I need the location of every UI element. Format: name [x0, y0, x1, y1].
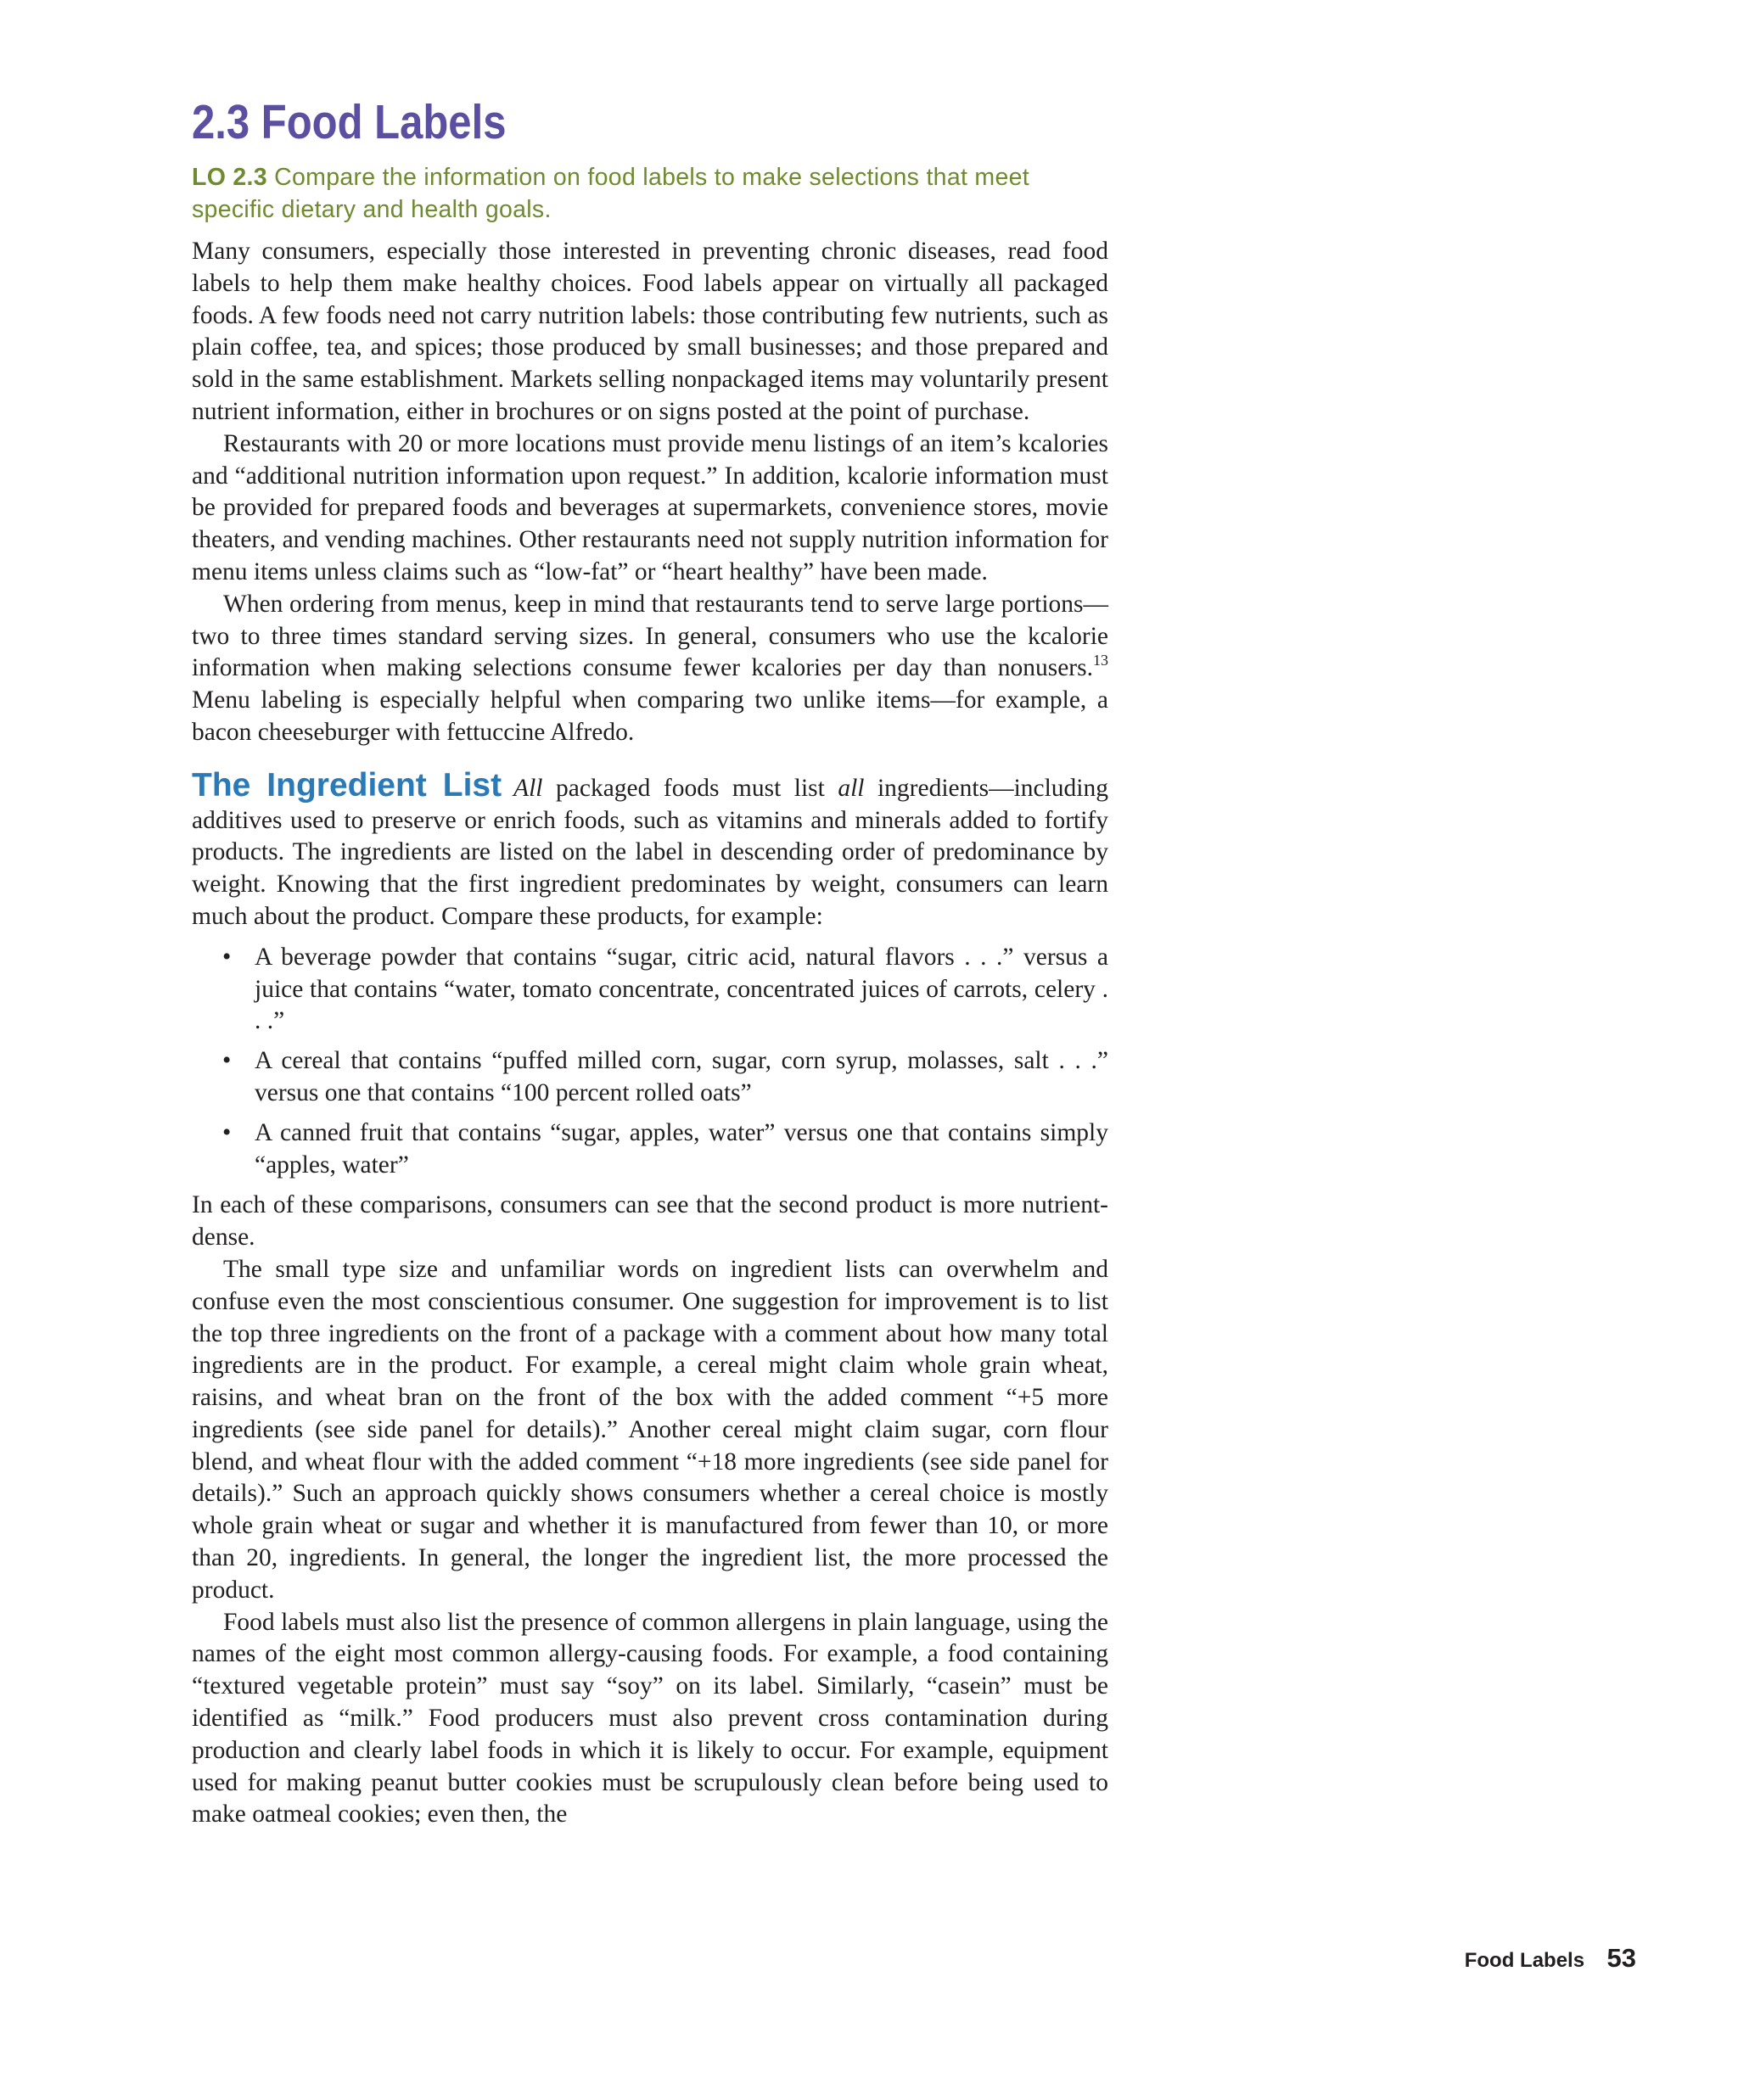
emphasis-all-capital: All: [513, 774, 543, 802]
paragraph-menus-text-a: When ordering from menus, keep in mind that restaurants tend to serve large portions—two to three times standard serving sizes. In general, consumers who use the kcalorie information when making selections consume fewer kcalories per day than nonusers.: [192, 590, 1108, 682]
lead-text-1: packaged foods must list: [542, 774, 838, 802]
paragraph-small-type: The small type size and unfamiliar words on ingredient lists can overwhelm and confuse even the most conscientious consumer. One suggestion for improvement is to list the top three ingredients on the front of a package with a comment about how many total ingredients are in the product. For example, a cereal might claim whole grain wheat, raisins, and wheat bran on the front of the box with the added comment “+5 more ingredients (see side panel for details).” Another cereal might claim sugar, corn flour blend, and wheat flour with the added comment “+18 more ingredients (see side panel for details).” Such an approach quickly shows consumers whether a cereal choice is mostly whole grain wheat or sugar and whether it is manufactured from fewer than 10, or more than 20, ingredients. In general, the longer the ingredient list, the more processed the product.: [192, 1255, 1108, 1604]
list-item-text: A cereal that contains “puffed milled corn, sugar, corn syrup, molasses, salt . . .” versus one that contains “100 percent rolled oats”: [255, 1047, 1108, 1106]
paragraph-menus: [192, 589, 1108, 749]
list-item: [192, 942, 1108, 1038]
page-number: 53: [1606, 1943, 1636, 1973]
paragraph-allergens: Food labels must also list the presence of common allergens in plain language, using the names of the eight most common allergy-causing foods. For example, a food containing “textured vegetable protein” must say “soy” on its label. Similarly, “casein” must be identified as “milk.” Food producers must also prevent cross contamination during production and clearly label foods in which it is likely to occur. For example, equipment used for making peanut butter cookies must be scrupulously clean before being used to make oatmeal cookies; even then, the: [192, 1608, 1108, 1828]
list-item: [192, 1117, 1108, 1182]
list-item: [192, 1045, 1108, 1110]
emphasis-all: all: [838, 774, 865, 802]
ingredient-list-heading: The Ingredient List: [192, 766, 502, 804]
paragraph-comparisons: In each of these comparisons, consumers can see that the second product is more nutrient-dense.: [192, 1191, 1108, 1252]
bullet-icon: •: [222, 943, 232, 971]
lead-text-2: ingredients—including additives used to preserve or enrich foods, such as vitamins and minerals added to fortify products. The ingredients are listed on the label in descending order of predominance by weight. Knowing that the first ingredient predominates by weight, consumers can learn much about the product. Compare these products, for example:: [192, 774, 1109, 930]
bullet-icon: •: [222, 1118, 232, 1146]
running-footer-label: Food Labels: [1464, 1949, 1585, 1972]
learning-objective-text: Compare the information on food labels to make selections that meet specific dietary and health goals.: [192, 164, 1029, 223]
bullet-icon: •: [222, 1047, 232, 1075]
paragraph-restaurants: Restaurants with 20 or more locations must provide menu listings of an item’s kcalories and “additional nutrition information upon request.” In addition, kcalorie information must be provided for prepared foods and beverages at supermarkets, convenience stores, movie theaters, and vending machines. Other restaurants need not supply nutrition information for menu items unless claims such as “low-fat” or “heart healthy” have been made.: [192, 429, 1108, 585]
learning-objective: [192, 161, 1108, 226]
main-column: [192, 92, 1108, 1831]
section-title: 2.3 Food Labels: [192, 95, 507, 149]
paragraph-consumers: Many consumers, especially those interested in preventing chronic diseases, read food labels to help them make healthy choices. Food labels appear on virtually all packaged foods. A few foods need not carry nutrition labels: those contributing few nutrients, such as plain coffee, tea, and spices; those produced by small businesses; and those prepared and sold in the same establishment. Markets selling nonpackaged items may voluntarily present nutrient information, either in brochures or on signs posted at the point of purchase.: [192, 238, 1108, 425]
paragraph-menus-text-b: Menu labeling is especially helpful when comparing two unlike items—for example, a bacon cheeseburger with fettuccine Alfredo.: [192, 686, 1108, 746]
ingredient-list-lead-paragraph: [192, 766, 1109, 933]
comparison-bullet-list: [192, 942, 1108, 1182]
list-item-text: A canned fruit that contains “sugar, apples, water” versus one that contains simply “apples, water”: [255, 1118, 1108, 1179]
footnote-reference: 13: [1093, 652, 1108, 669]
learning-objective-label: LO 2.3: [192, 164, 267, 191]
page-footer: [1465, 1943, 1636, 1974]
list-item-text: A beverage powder that contains “sugar, citric acid, natural flavors . . .” versus a juice that contains “water, tomato concentrate, concentrated juices of carrots, celery . . .”: [255, 943, 1108, 1035]
